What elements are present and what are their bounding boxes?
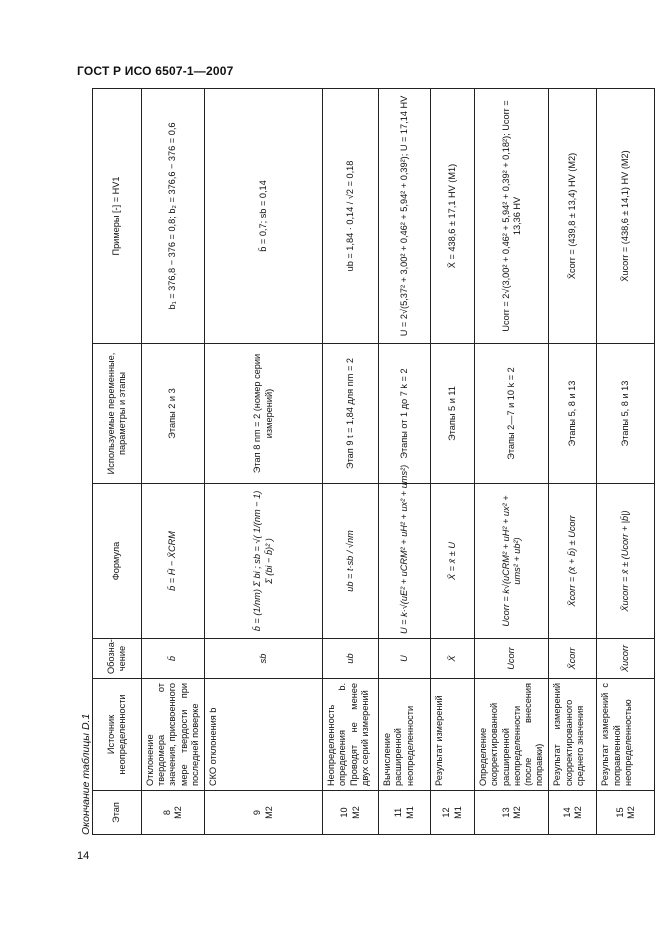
stage-number: 8: [161, 809, 172, 816]
table-container: [92, 89, 636, 835]
source-cell: Определение скорректированной расширенной неопределенности (после внесения поправки): [475, 679, 549, 791]
table-row: [205, 89, 323, 835]
stage-method: M1: [404, 806, 415, 819]
symbol-cell: X̄ucorr: [597, 639, 655, 679]
table-row: [597, 89, 655, 835]
variables-cell: Этапы 5, 8 и 13: [549, 344, 597, 484]
formula-cell: U = k·√(uE² + uCRM² + uH² + ux² + ums²): [379, 484, 431, 639]
stage-method: M2: [173, 806, 184, 819]
table-row: [142, 89, 205, 835]
table-row: [475, 89, 549, 835]
source-cell: Отклонение твердомера от значения, присвоенного мере твердости при последней поверке: [142, 679, 205, 791]
formula-cell: X̄ucorr = x̄ ± (Ucorr + |b̄|): [597, 484, 655, 639]
source-cell: Результат измерений: [431, 679, 475, 791]
rotated-table-frame: [92, 89, 636, 835]
variables-cell: Этапы от 1 до 7 k = 2: [379, 344, 431, 484]
stage-number: 12: [441, 807, 452, 818]
stage-number: 15: [614, 807, 625, 818]
formula-cell: Ucorr = k√(uCRM² + uH² + ux² + ums² + ub²): [475, 484, 549, 639]
symbol-cell: b̄: [142, 639, 205, 679]
stage-number: 13: [500, 807, 511, 818]
example-cell: X̄ = 438,6 ± 17,1 HV (M1): [431, 89, 475, 344]
source-cell: Неопределенность определения b. Проводят не менее двух серий измерений: [323, 679, 379, 791]
header-stage: Этап: [93, 791, 142, 835]
source-cell: Результат измерений с поправленной неопределенностью: [597, 679, 655, 791]
stage-cell: [323, 791, 379, 835]
table-row: [549, 89, 597, 835]
stage-cell: [142, 791, 205, 835]
stage-method: M2: [625, 806, 636, 819]
page-number: 14: [77, 850, 90, 862]
stage-number: 14: [561, 807, 572, 818]
table-header-row: [93, 89, 142, 835]
variables-cell: Этапы 5, 8 и 13: [597, 344, 655, 484]
stage-number: 10: [339, 807, 350, 818]
header-examples: Примеры [-] = HV1: [93, 89, 142, 344]
stage-number: 11: [393, 807, 404, 818]
variables-cell: Этапы 2 и 3: [142, 344, 205, 484]
variables-cell: Этапы 5 и 11: [431, 344, 475, 484]
header-formula: Формула: [93, 484, 142, 639]
example-cell: X̄ucorr = (438,6 ± 14,1) HV (M2): [597, 89, 655, 344]
source-cell: Результат измерений скорректированного среднего значения: [549, 679, 597, 791]
stage-method: M2: [350, 806, 361, 819]
formula-cell: b̄ = H̄ − X̄CRM: [142, 484, 205, 639]
example-cell: b₁ = 376,8 − 376 = 0,8; b₂ = 376,6 − 376 = 0,6: [142, 89, 205, 344]
formula-cell: X̄ = x̄ ± U: [431, 484, 475, 639]
table-row: [431, 89, 475, 835]
variables-cell: Этап 8 nm = 2 (номер серии измерений): [205, 344, 323, 484]
example-cell: U = 2√(5,37² + 3,00² + 0,46² + 5,94² + 0,39²); U = 17,14 HV: [379, 89, 431, 344]
source-cell: СКО отклонения b: [205, 679, 323, 791]
stage-cell: [597, 791, 655, 835]
symbol-cell: sb: [205, 639, 323, 679]
example-cell: b̄ = 0,7; sb = 0,14: [205, 89, 323, 344]
example-cell: X̄corr = (439,8 ± 13,4) HV (M2): [549, 89, 597, 344]
formula-cell: X̄corr = (x̄ + b̄) ± Ucorr: [549, 484, 597, 639]
symbol-cell: Ucorr: [475, 639, 549, 679]
stage-method: M1: [452, 806, 463, 819]
variables-cell: Этап 9 t = 1,84 для nm = 2: [323, 344, 379, 484]
symbol-cell: X̄: [431, 639, 475, 679]
table-row: [379, 89, 431, 835]
stage-cell: [379, 791, 431, 835]
stage-method: M2: [263, 806, 274, 819]
table-row: [323, 89, 379, 835]
stage-method: M2: [511, 806, 522, 819]
symbol-cell: U: [379, 639, 431, 679]
variables-cell: Этапы 2—7 и 10 k = 2: [475, 344, 549, 484]
stage-cell: [205, 791, 323, 835]
stage-cell: [475, 791, 549, 835]
table-caption: Окончание таблицы D.1: [80, 713, 92, 835]
example-cell: ub = 1,84 · 0,14 / √2 = 0,18: [323, 89, 379, 344]
document-header: ГОСТ Р ИСО 6507-1—2007: [77, 64, 234, 78]
symbol-cell: ub: [323, 639, 379, 679]
stage-cell: [431, 791, 475, 835]
example-cell: Ucorr = 2√(3,00² + 0,46² + 5,94² + 0,39² + 0,18²); Ucorr = 13,36 HV: [475, 89, 549, 344]
symbol-cell: X̄corr: [549, 639, 597, 679]
stage-number: 9: [252, 809, 263, 816]
header-symbol: Обозна-чение: [93, 639, 142, 679]
formula-cell: b̄ = (1/nm) Σ bi ; sb = √( 1/(nm − 1) Σ (bi − b̄)² ): [205, 484, 323, 639]
header-source: Источник неопределенности: [93, 679, 142, 791]
stage-method: M2: [572, 806, 583, 819]
source-cell: Вычисление расширенной неопределенности: [379, 679, 431, 791]
formula-cell: ub = t·sb / √nm: [323, 484, 379, 639]
header-variables: Используемые переменные, параметры и этапы: [93, 344, 142, 484]
stage-cell: [549, 791, 597, 835]
uncertainty-table: [92, 88, 655, 835]
